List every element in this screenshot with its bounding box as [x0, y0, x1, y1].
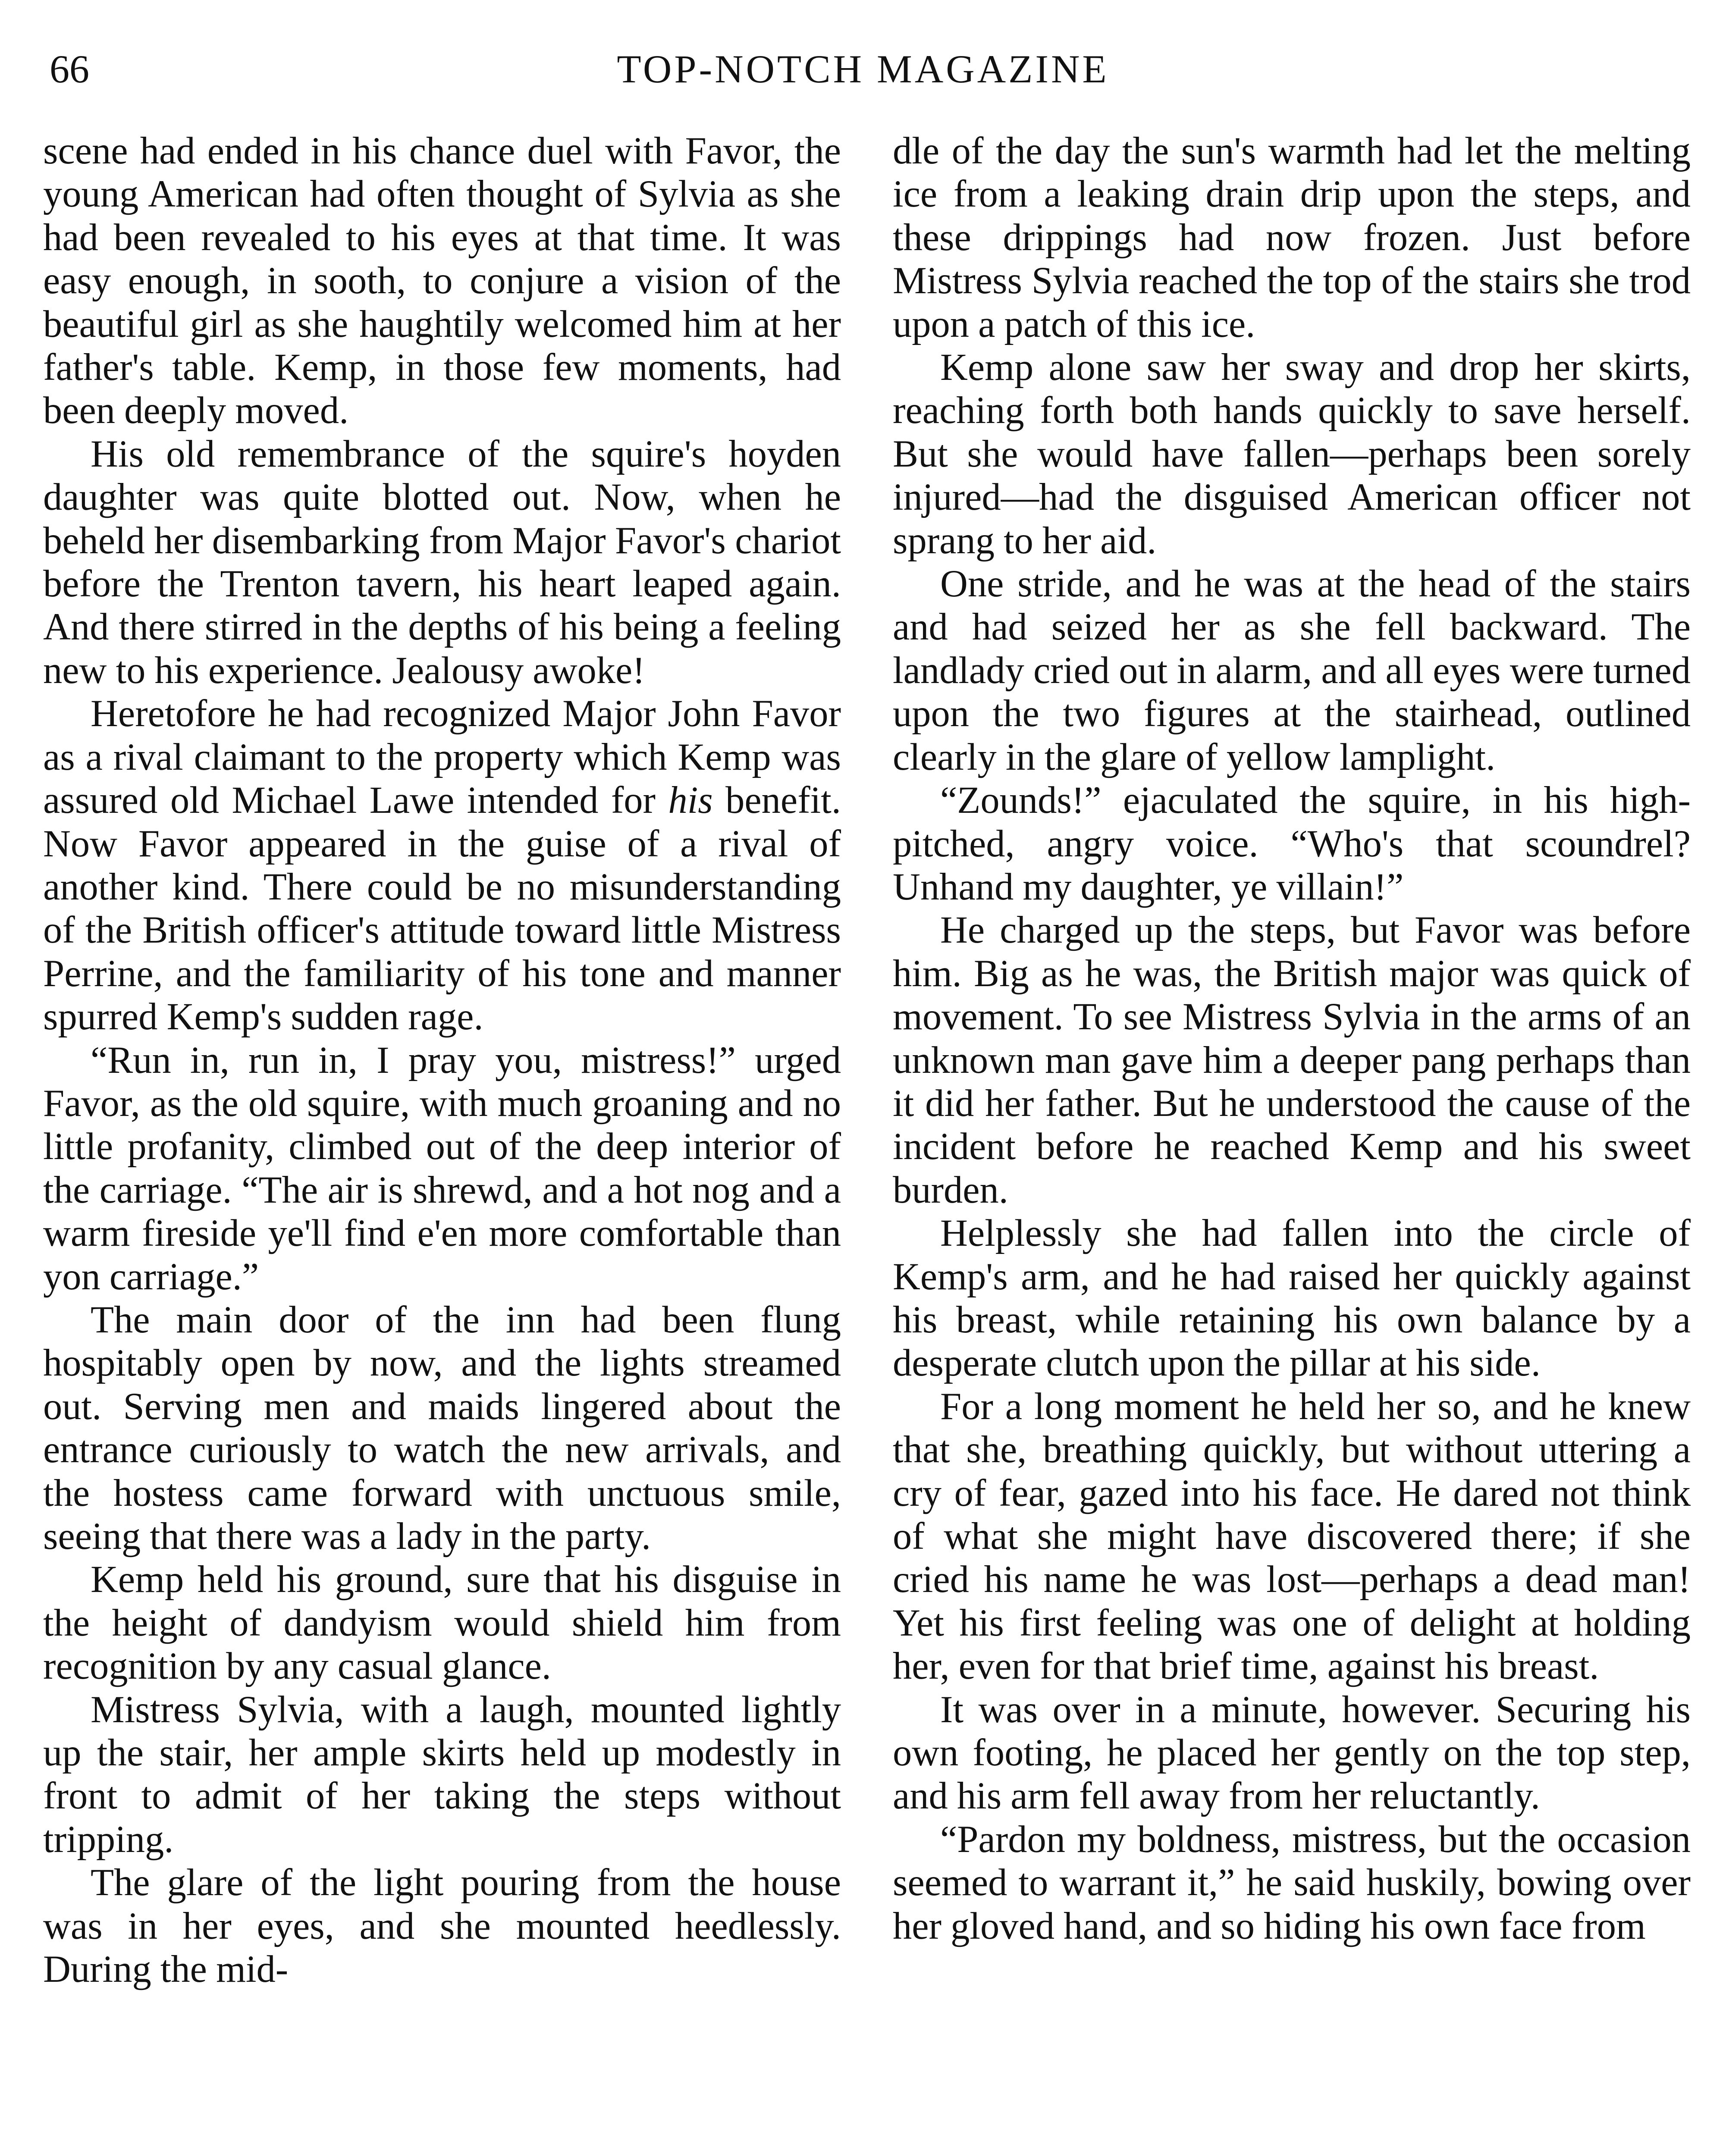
emphasized-word: his: [668, 779, 713, 822]
paragraph: The glare of the light pouring from the house was in her eyes, and she mounted heedlessly. During the mid-: [43, 1861, 841, 1991]
paragraph: Helplessly she had fallen into the circle of Kemp's arm, and he had raised her quickly against his breast, while retaining his own balance by a desperate clutch upon the pillar at his side.: [893, 1212, 1691, 1385]
paragraph: It was over in a minute, however. Securing his own footing, he placed her gently on the top step, and his arm fell away from her reluctantly.: [893, 1688, 1691, 1818]
page-number: 66: [50, 47, 89, 91]
paragraph: Kemp alone saw her sway and drop her skirts, reaching forth both hands quickly to save herself. But she would have fallen—perhaps been sorely injured—had the disguised American officer not sprang to her aid.: [893, 346, 1691, 562]
article-body: [43, 129, 1691, 2156]
paragraph: “Pardon my boldness, mistress, but the occasion seemed to warrant it,” he said huskily, bowing over her gloved hand, and so hiding his own face from: [893, 1818, 1691, 1947]
magazine-title: TOP-NOTCH MAGAZINE: [617, 47, 1109, 91]
paragraph-text: Heretofore he had recognized Major John Favor as a rival claimant to the property which Kemp was assured old Michael Lawe intended for: [43, 693, 841, 822]
paragraph: [43, 692, 841, 1038]
paragraph: “Run in, run in, I pray you, mistress!” urged Favor, as the old squire, with much groaning and no little profanity, climbed out of the deep interior of the carriage. “The air is shrewd, and a hot nog and a warm fireside ye'll find e'en more comfortable than yon carriage.”: [43, 1039, 841, 1298]
paragraph: He charged up the steps, but Favor was before him. Big as he was, the British major was quick of movement. To see Mistress Sylvia in the arms of an unknown man gave him a deeper pang perhaps than it did her father. But he understood the cause of the incident before he reached Kemp and his sweet burden.: [893, 909, 1691, 1211]
paragraph: Mistress Sylvia, with a laugh, mounted lightly up the stair, her ample skirts held up modestly in front to admit of her taking the steps without tripping.: [43, 1688, 841, 1861]
paragraph: One stride, and he was at the head of the stairs and had seized her as she fell backward. The landlady cried out in alarm, and all eyes were turned upon the two figures at the stairhead, outlined clearly in the glare of yellow lamplight.: [893, 563, 1691, 778]
left-column: [43, 129, 841, 2156]
paragraph-text: benefit. Now Favor appeared in the guise of a rival of another kind. There could be no misunderstanding of the British officer's attitude toward little Mistress Perrine, and the familiarity of his tone and manner spurred Kemp's sudden rage.: [43, 779, 841, 1038]
right-column: [893, 129, 1691, 2156]
paragraph: For a long moment he held her so, and he knew that she, breathing quickly, but without uttering a cry of fear, gazed into his face. He dared not think of what she might have discovered there; if she cried his name he was lost—perhaps a dead man! Yet his first feeling was one of delight at holding her, even for that brief time, against his breast.: [893, 1385, 1691, 1688]
paragraph: scene had ended in his chance duel with Favor, the young American had often thought of Sylvia as she had been revealed to his eyes at that time. It was easy enough, in sooth, to conjure a vision of the beautiful girl as she haughtily welcomed him at her father's table. Kemp, in those few moments, had been deeply moved.: [43, 130, 841, 432]
paragraph: “Zounds!” ejaculated the squire, in his high-pitched, angry voice. “Who's that scoundrel? Unhand my daughter, ye villain!”: [893, 779, 1691, 908]
paragraph: His old remembrance of the squire's hoyden daughter was quite blotted out. Now, when he beheld her disembarking from Major Favor's chariot before the Trenton tavern, his heart leaped again. And there stirred in the depths of his being a feeling new to his experience. Jealousy awoke!: [43, 432, 841, 692]
page-header: [50, 43, 1676, 95]
paragraph: The main door of the inn had been flung hospitably open by now, and the lights streamed out. Serving men and maids lingered about the entrance curiously to watch the new arrivals, and the hostess came forward with unctuous smile, seeing that there was a lady in the party.: [43, 1298, 841, 1557]
paragraph: dle of the day the sun's warmth had let the melting ice from a leaking drain drip upon the steps, and these drippings had now frozen. Just before Mistress Sylvia reached the top of the stairs she trod upon a patch of this ice.: [893, 130, 1691, 345]
paragraph: Kemp held his ground, sure that his disguise in the height of dandyism would shield him from recognition by any casual glance.: [43, 1558, 841, 1688]
